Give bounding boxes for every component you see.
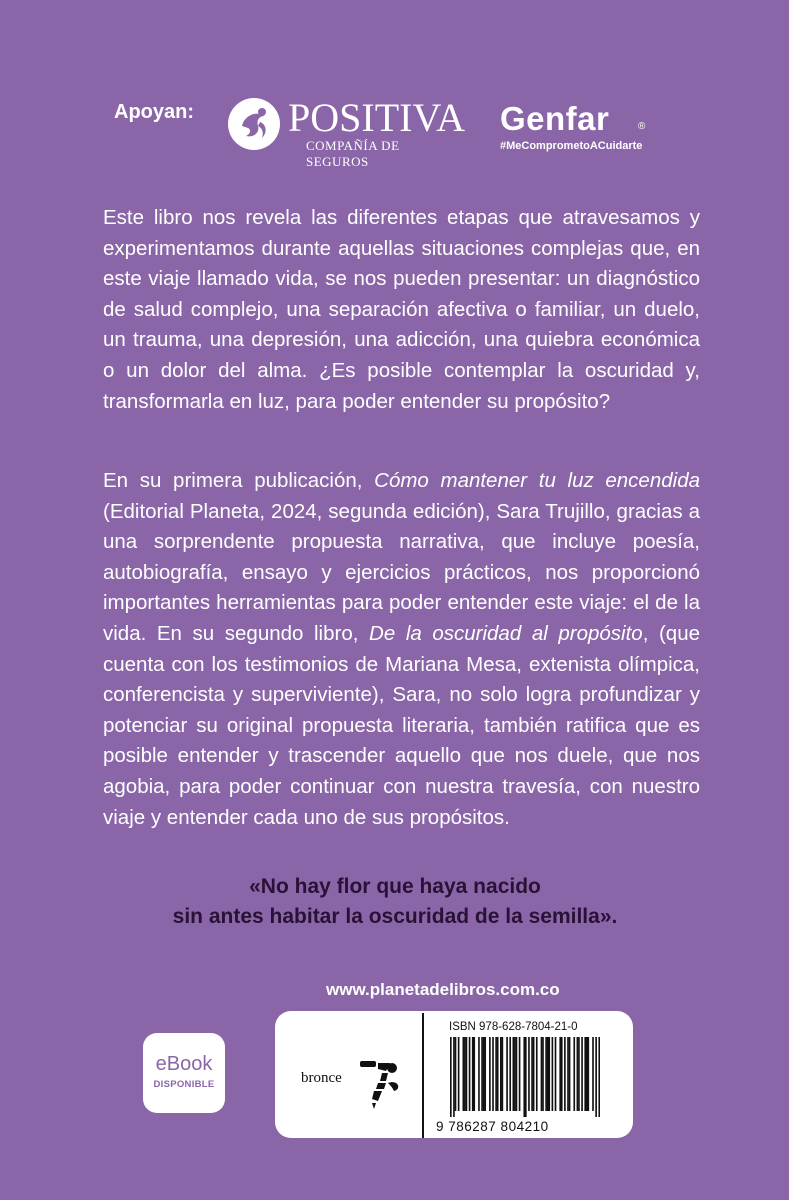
publisher-barcode-card	[275, 1011, 633, 1138]
barcode-bar	[473, 1037, 475, 1111]
barcode-bar	[533, 1037, 535, 1111]
barcode-bar	[484, 1037, 486, 1111]
barcode-bar	[483, 1037, 485, 1111]
barcode-bar	[561, 1037, 563, 1111]
genfar-name: Genfar	[500, 100, 610, 137]
barcode-bar	[567, 1037, 569, 1111]
barcode-bar	[478, 1037, 480, 1111]
barcode-bar	[489, 1037, 491, 1111]
barcode-bar	[453, 1037, 455, 1117]
barcode-bar	[481, 1037, 483, 1111]
barcode-bar	[592, 1037, 594, 1111]
genfar-registered-mark: ®	[638, 121, 646, 132]
barcode-bar	[548, 1037, 550, 1111]
barcode-bar	[559, 1037, 561, 1111]
barcode	[450, 1037, 600, 1117]
barcode-bar	[497, 1037, 499, 1111]
second-book-title: De la oscuridad al propósito	[369, 621, 643, 645]
genfar-logo	[500, 102, 660, 162]
barcode-bar	[588, 1037, 590, 1111]
sponsors-label: Apoyan:	[114, 101, 194, 123]
publisher-website: www.planetadelibros.com.co	[326, 980, 560, 999]
barcode-bar	[577, 1037, 579, 1111]
positiva-name: POSITIVA	[288, 95, 466, 140]
positiva-logo	[226, 95, 466, 169]
barcode-bar	[542, 1037, 544, 1111]
barcode-bar	[564, 1037, 566, 1111]
barcode-bar	[584, 1037, 586, 1111]
barcode-bar	[598, 1037, 600, 1117]
barcode-bar	[463, 1037, 465, 1111]
barcode-bar	[519, 1037, 521, 1111]
barcode-bar	[450, 1037, 452, 1117]
description-paragraph-1: Este libro nos revela las diferentes etapas que atravesamos y experimentamos durante aquellas situaciones complejas que, en este viaje llamado vida, se nos pueden presentar: un diagnóstico de salud complejo, una separación afectiva o familiar, un duelo, un trauma, una depresión, una adicción, una quiebra económica o un dolor del alma. ¿Es posible contemplar la oscuridad y, transformarla en luz, para poder entender su propósito?	[103, 206, 700, 413]
barcode-bar	[472, 1037, 474, 1111]
barcode-bar	[531, 1037, 533, 1111]
pull-quote	[80, 872, 710, 932]
barcode-bar	[547, 1037, 549, 1111]
isbn-label: ISBN 978-628-7804-21-0	[449, 1021, 578, 1033]
barcode-bar	[466, 1037, 468, 1111]
barcode-bar	[495, 1037, 497, 1111]
barcode-bar	[555, 1037, 557, 1111]
genfar-tagline: #MeComprometoACuidarte	[500, 140, 643, 152]
barcode-bar	[464, 1037, 466, 1111]
barcode-bar	[536, 1037, 538, 1111]
barcode-bar	[525, 1037, 527, 1117]
barcode-bar	[545, 1037, 547, 1111]
p2-text-c: , (que cuenta con los testimonios de Mariana Mesa, extenista olímpica, conferencista y superviviente), Sara, no solo logra profundizar y potenciar su original propuesta literaria, también ratifica que es posible entender y trascender aquello que nos duele, que nos agobia, para poder continuar con nuestra travesía, con nuestro viaje y entender cada uno de sus propósitos.	[103, 621, 700, 829]
barcode-bar	[523, 1037, 525, 1117]
isbn-digits: 9 786287 804210	[436, 1119, 549, 1134]
quote-line-2: sin antes habitar la oscuridad de la semilla».	[172, 905, 618, 928]
p2-text-a: En su primera publicación,	[103, 469, 375, 492]
barcode-bar	[578, 1037, 580, 1111]
barcode-bar	[506, 1037, 508, 1111]
barcode-bar	[500, 1037, 502, 1111]
p2-text-b: (Editorial Planeta, 2024, segunda edición), Sara Trujillo, gracias a una sorprendente propuesta narrativa, que incluye poesía, autobiografía, ensayo y ejercicios prácticos, nos proporcionó importantes herramientas para poder entender este viaje: el de la vida. En su segundo libro,	[103, 499, 700, 645]
barcode-bar	[569, 1037, 571, 1111]
barcode-bar	[502, 1037, 504, 1111]
quote-line-1: «No hay flor que haya nacido	[249, 875, 541, 898]
barcode-bar	[458, 1037, 460, 1111]
barcode-bar	[573, 1037, 575, 1111]
barcode-bar	[513, 1037, 515, 1111]
barcode-bar	[586, 1037, 588, 1111]
barcode-bar	[528, 1037, 530, 1111]
barcode-bar	[514, 1037, 516, 1111]
ebook-badge	[143, 1033, 225, 1113]
imprint-name: bronce	[301, 1070, 342, 1086]
barcode-bar	[492, 1037, 494, 1111]
barcode-bar	[581, 1037, 583, 1111]
positiva-subtitle: COMPAÑÍA DE SEGUROS	[306, 138, 400, 169]
barcode-bar	[541, 1037, 543, 1111]
barcode-bar	[455, 1037, 457, 1111]
barcode-area	[422, 1013, 633, 1138]
barcode-bar	[509, 1037, 511, 1111]
barcode-bar	[552, 1037, 554, 1111]
description-paragraph-2	[103, 466, 700, 833]
dragonfly-icon	[358, 1059, 404, 1111]
barcode-bar	[516, 1037, 518, 1111]
ebook-title: eBook	[155, 1053, 213, 1075]
first-book-title: Cómo mantener tu luz encendida	[374, 469, 700, 492]
positiva-emblem-icon	[226, 96, 282, 152]
barcode-bar	[469, 1037, 471, 1111]
ebook-subtitle: DISPONIBLE	[153, 1079, 215, 1090]
barcode-bar	[595, 1037, 597, 1117]
